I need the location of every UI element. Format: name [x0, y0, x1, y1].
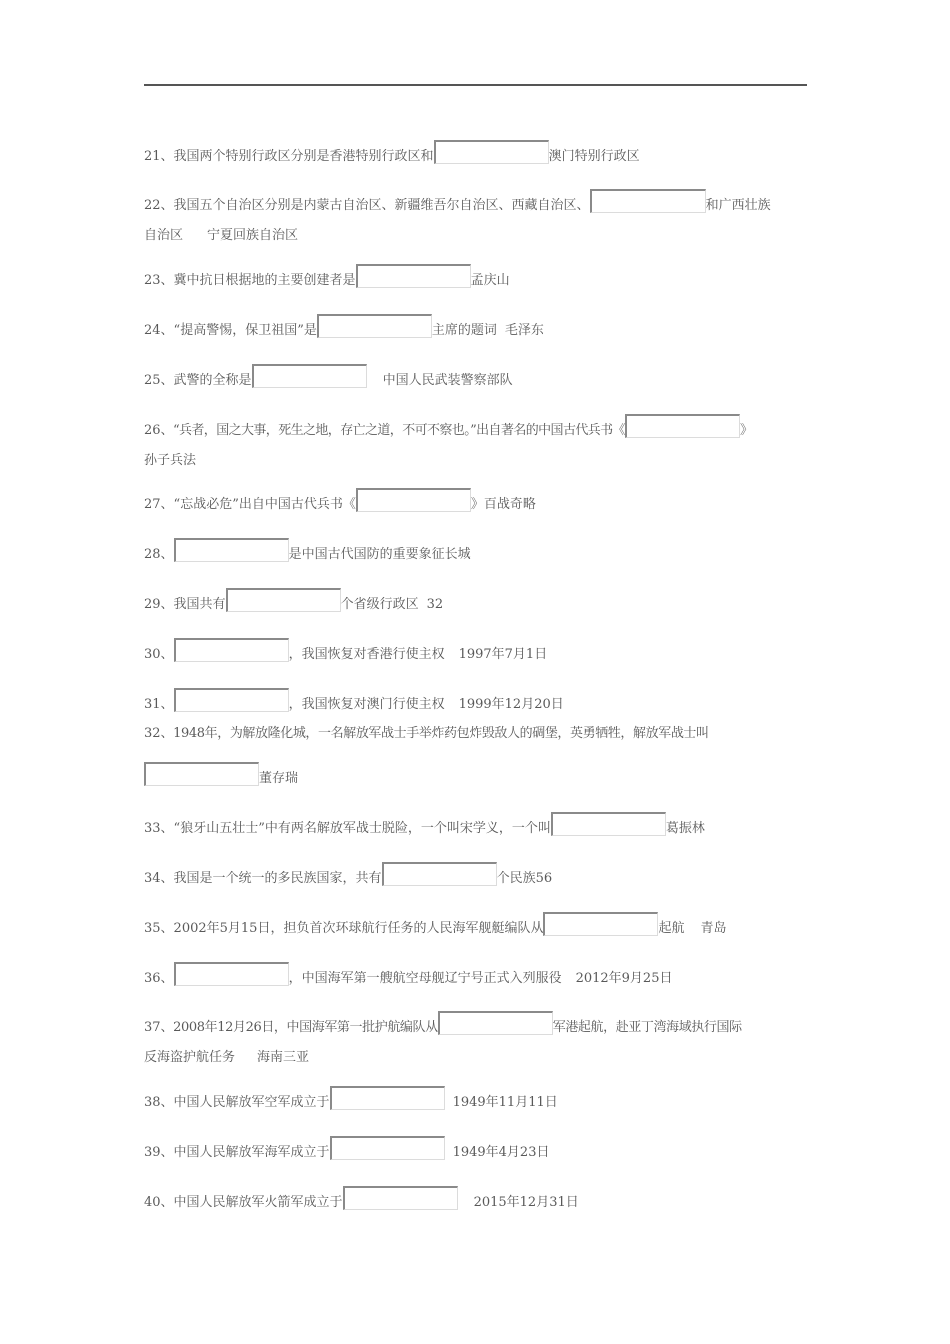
- question-text: 、“忘战必危”出自中国古代兵书《: [160, 497, 356, 512]
- question-text-after: 是中国古代国防的重要象征长城: [288, 547, 471, 562]
- question-number: 29: [144, 597, 161, 612]
- question-number: 37: [144, 1020, 161, 1035]
- question-text-after: 孟庆山: [470, 273, 510, 288]
- question-22: [144, 189, 807, 214]
- question-22-continued: [144, 228, 807, 244]
- answer-field-40[interactable]: [343, 1186, 458, 1210]
- question-36: [144, 962, 807, 987]
- question-text: 、2002年5月15日，担负首次环球航行任务的人民海军舰艇编队从: [160, 921, 544, 936]
- question-text-line2: 反海盗护航任务: [144, 1050, 236, 1065]
- question-32-continued: [144, 762, 807, 787]
- question-37-continued: [144, 1050, 807, 1066]
- question-text-after: 澳门特别行政区: [548, 149, 640, 164]
- question-number: 22: [144, 198, 161, 213]
- question-26: [144, 414, 807, 439]
- answer-text: 2012年9月25日: [575, 971, 673, 986]
- question-text-after: ，我国恢复对澳门行使主权: [288, 697, 445, 712]
- question-39: [144, 1136, 807, 1161]
- answer-field-21[interactable]: [434, 140, 549, 164]
- question-text: 、我国是一个统一的多民族国家，共有: [160, 871, 382, 886]
- question-38: [144, 1086, 807, 1111]
- question-23: [144, 264, 807, 289]
- answer-field-31[interactable]: [174, 688, 289, 712]
- question-text-after: 葛振林: [665, 821, 705, 836]
- question-number: 28: [144, 547, 161, 562]
- question-number: 26: [144, 423, 161, 438]
- answer-field-38[interactable]: [330, 1086, 445, 1110]
- question-text-after: ，中国海军第一艘航空母舰辽宁号正式入列服役: [288, 971, 562, 986]
- header-rule: [144, 84, 807, 86]
- question-text: 、我国两个特别行政区分别是香港特别行政区和: [160, 149, 434, 164]
- question-number: 27: [144, 497, 161, 512]
- answer-field-24[interactable]: [317, 314, 432, 338]
- answer-field-22[interactable]: [590, 189, 706, 213]
- answer-text: 1999年12月20日: [458, 697, 564, 712]
- question-28: [144, 538, 807, 563]
- question-40: [144, 1186, 807, 1211]
- question-text-after: 个省级行政区: [340, 597, 419, 612]
- answer-field-30[interactable]: [174, 638, 289, 662]
- question-24: [144, 314, 807, 339]
- answer-field-37[interactable]: [438, 1011, 553, 1035]
- question-33: [144, 812, 807, 837]
- question-32: [144, 726, 807, 742]
- question-text: 、: [160, 971, 174, 986]
- question-text-after: 》百战奇略: [470, 497, 536, 512]
- answer-field-39[interactable]: [330, 1136, 445, 1160]
- question-30: [144, 638, 807, 663]
- question-number: 38: [144, 1095, 161, 1110]
- question-number: 34: [144, 871, 161, 886]
- question-31: [144, 688, 807, 713]
- answer-text: 2015年12月31日: [473, 1195, 579, 1210]
- question-text: 、: [160, 697, 174, 712]
- question-text-line2: 孙子兵法: [144, 453, 197, 468]
- question-text: 、1948年，为解放隆化城，一名解放军战士手举炸药包炸毁敌人的碉堡，英勇牺牲，解放军战士叫: [160, 726, 709, 741]
- question-number: 35: [144, 921, 161, 936]
- answer-text: 32: [426, 597, 444, 612]
- answer-field-28[interactable]: [174, 538, 289, 562]
- question-text-after: 和广西壮族: [705, 198, 771, 213]
- answer-text: 海南三亚: [257, 1050, 310, 1065]
- answer-text: 中国人民武装警察部队: [382, 373, 513, 388]
- question-number: 21: [144, 149, 161, 164]
- answer-field-29[interactable]: [226, 588, 341, 612]
- question-26-continued: [144, 453, 807, 469]
- question-text: 、“狼牙山五壮士”中有两名解放军战士脱险，一个叫宋学义，一个叫: [160, 821, 551, 836]
- question-text: 、冀中抗日根据地的主要创建者是: [160, 273, 356, 288]
- question-text: 、2008年12月26日，中国海军第一批护航编队从: [160, 1020, 438, 1035]
- question-number: 32: [144, 726, 161, 741]
- question-21: [144, 140, 807, 165]
- question-number: 31: [144, 697, 161, 712]
- answer-text: 宁夏回族自治区: [207, 228, 299, 243]
- question-text-after: 董存瑞: [259, 771, 299, 786]
- question-text: 、武警的全称是: [160, 373, 252, 388]
- answer-field-36[interactable]: [174, 962, 289, 986]
- question-text: 、: [160, 547, 174, 562]
- question-text: 、中国人民解放军海军成立于: [160, 1145, 330, 1160]
- question-text: 、“提高警惕，保卫祖国”是: [160, 323, 317, 338]
- question-text-after: 军港起航，赴亚丁湾海域执行国际: [552, 1020, 742, 1035]
- question-37: [144, 1011, 807, 1036]
- question-27: [144, 488, 807, 513]
- question-text: 、我国共有: [160, 597, 226, 612]
- question-text-after: 》: [739, 423, 753, 438]
- question-text: 、中国人民解放军空军成立于: [160, 1095, 330, 1110]
- question-text-line2: 自治区: [144, 228, 184, 243]
- question-text-after: 个民族56: [496, 871, 553, 886]
- answer-field-35[interactable]: [543, 912, 658, 936]
- question-number: 23: [144, 273, 161, 288]
- question-text-after: ，我国恢复对香港行使主权: [288, 647, 445, 662]
- answer-text: 青岛: [700, 921, 727, 936]
- question-35: [144, 912, 807, 937]
- question-text: 、: [160, 647, 174, 662]
- question-text-after: 起航: [658, 921, 685, 936]
- answer-field-25[interactable]: [252, 364, 367, 388]
- question-text: 、我国五个自治区分别是内蒙古自治区、新疆维吾尔自治区、西藏自治区、: [160, 198, 590, 213]
- question-text-after: 主席的题词: [431, 323, 497, 338]
- question-number: 33: [144, 821, 161, 836]
- question-number: 25: [144, 373, 161, 388]
- question-number: 40: [144, 1195, 161, 1210]
- question-number: 39: [144, 1145, 161, 1160]
- question-29: [144, 588, 807, 613]
- question-number: 24: [144, 323, 161, 338]
- question-text: 、中国人民解放军火箭军成立于: [160, 1195, 343, 1210]
- answer-field-27[interactable]: [356, 488, 471, 512]
- answer-text: 毛泽东: [504, 323, 544, 338]
- question-number: 30: [144, 647, 161, 662]
- answer-field-26[interactable]: [625, 414, 740, 438]
- question-text: 、“兵者，国之大事，死生之地，存亡之道，不可不察也。”出自著名的中国古代兵书《: [160, 423, 625, 438]
- answer-field-23[interactable]: [356, 264, 471, 288]
- question-34: [144, 862, 807, 887]
- question-number: 36: [144, 971, 161, 986]
- answer-field-33[interactable]: [551, 812, 666, 836]
- answer-text: 1949年4月23日: [452, 1145, 550, 1160]
- answer-text: 1997年7月1日: [458, 647, 548, 662]
- answer-text: 1949年11月11日: [452, 1095, 558, 1110]
- answer-field-32[interactable]: [144, 762, 259, 786]
- answer-field-34[interactable]: [382, 862, 497, 886]
- question-25: [144, 364, 807, 389]
